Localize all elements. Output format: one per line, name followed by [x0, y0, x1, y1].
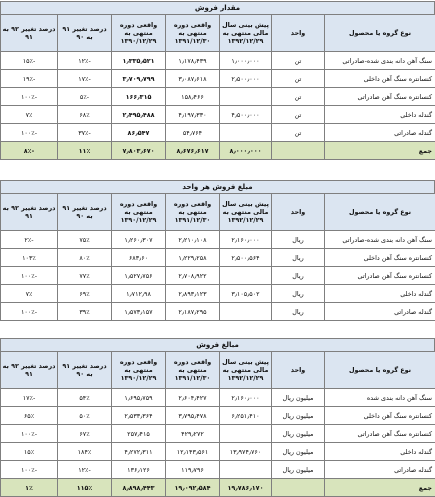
cell-unit: میلیون ریال [272, 407, 325, 425]
cell-actual-90: ۲٫۵۳۳٫۳۶۴ [112, 407, 166, 425]
cell-change-92-91: -۱۰۰٪ [1, 88, 58, 106]
cell-change-91-90: ۱۸۴٪ [58, 443, 112, 461]
cell-unit: تن [272, 106, 325, 124]
cell-change-91-90: ۵۰٪ [58, 407, 112, 425]
cell-unit: ریال [272, 285, 325, 303]
table-row [1, 52, 435, 70]
cell-actual-91: ۱۱۹٫۷۹۶ [166, 461, 220, 479]
header-row [1, 15, 435, 52]
cell-product: گندله صادراتی [325, 461, 435, 479]
cell-unit: میلیون ریال [272, 425, 325, 443]
col-forecast-92: پیش بینی سال مالی منتهی به ۱۳۹۲/۱۲/۲۹ [220, 194, 272, 231]
table-row [1, 303, 435, 321]
cell-product: کنسانتره سنگ آهن داخلی [325, 407, 435, 425]
table-row [1, 106, 435, 124]
cell-forecast [220, 88, 272, 106]
cell-product: گندله داخلی [325, 443, 435, 461]
table-row [1, 407, 435, 425]
cell-forecast: ۴٫۵۰۰٫۰۰۰ [220, 106, 272, 124]
cell-change-92-91: -۱۰۰٪ [1, 303, 58, 321]
cell-change-91-90: ۷۵٪ [58, 231, 112, 249]
cell-change-92-91: ۱٪ [1, 479, 58, 497]
cell-unit: میلیون ریال [272, 461, 325, 479]
cell-unit: تن [272, 52, 325, 70]
cell-change-91-90: ۵۴٪ [58, 389, 112, 407]
table-row [1, 70, 435, 88]
cell-change-91-90: ۶۸٪ [58, 106, 112, 124]
cell-actual-90: ۱٫۷۱۲٫۹۸ [112, 285, 166, 303]
cell-forecast: ۸٫۰۰۰٫۰۰۰ [220, 142, 272, 160]
cell-product: سنگ آهن دانه بندی شده-صادراتی [325, 52, 435, 70]
cell-forecast [220, 124, 272, 142]
col-product: نوع گروه یا محصول [325, 15, 435, 52]
cell-change-92-91: -۱۹٪ [1, 70, 58, 88]
cell-actual-90: ۶۸۳٫۶۰ [112, 249, 166, 267]
table-row [1, 231, 435, 249]
col-actual-90: واقعی دوره منتهی به ۱۳۹۰/۱۲/۲۹ [112, 15, 166, 52]
cell-change-91-90: ۶۹٪ [58, 285, 112, 303]
cell-unit: ریال [272, 249, 325, 267]
cell-actual-91: ۱٫۱۷۸٫۴۳۹ [166, 52, 220, 70]
cell-actual-91: ۲٫۶۰۴٫۴۲۷ [166, 389, 220, 407]
cell-unit: ریال [272, 267, 325, 285]
cell-actual-91: ۱۲٫۱۴۳٫۵۶۱ [166, 443, 220, 461]
cell-actual-90: ۷٫۸۰۳٫۶۷۰ [112, 142, 166, 160]
cell-change-91-90: ۱۱۵٪ [58, 479, 112, 497]
col-unit: واحد [272, 194, 325, 231]
section-sales-quantity [0, 1, 435, 160]
cell-change-91-90: -۱۷٪ [58, 70, 112, 88]
cell-change-91-90: -۱۲٪ [58, 461, 112, 479]
cell-forecast [220, 267, 272, 285]
cell-actual-90: ۲٫۴۹۵٫۴۸۸ [112, 106, 166, 124]
cell-change-92-91: -۱۰۰٪ [1, 267, 58, 285]
col-change-91-90: درصد تغییر ۹۱ به ۹۰ [58, 352, 112, 389]
cell-product: سنگ آهن دانه بندی شده-صادراتی [325, 231, 435, 249]
cell-forecast: ۱۳٫۹۷۴٫۷۶۰ [220, 443, 272, 461]
table-row [1, 389, 435, 407]
cell-actual-90: ۱٫۶۹۵٫۷۵۹ [112, 389, 166, 407]
cell-actual-91: ۴۲۹٫۲۷۲ [166, 425, 220, 443]
cell-product: گندله صادراتی [325, 124, 435, 142]
cell-product: کنسانتره سنگ آهن صادراتی [325, 88, 435, 106]
cell-actual-91: ۲٫۷۰۸٫۹۲۲ [166, 267, 220, 285]
cell-product: گندله داخلی [325, 285, 435, 303]
col-forecast-92: پیش بینی سال مالی منتهی به ۱۳۹۲/۱۲/۲۹ [220, 352, 272, 389]
section-sales-amount [0, 338, 435, 497]
header-row [1, 194, 435, 231]
cell-change-91-90: -۱۲٪ [58, 52, 112, 70]
cell-change-92-91: -۲٪ [1, 231, 58, 249]
cell-unit: تن [272, 124, 325, 142]
table-row [1, 267, 435, 285]
sales-amount-table [0, 351, 435, 497]
col-forecast-92: پیش بینی سال مالی منتهی به ۱۳۹۲/۱۲/۲۹ [220, 15, 272, 52]
cell-change-92-91: ۱۵٪ [1, 443, 58, 461]
col-change-92-91: درصد تغییر ۹۲ به ۹۱ [1, 15, 58, 52]
cell-actual-91: ۴٫۱۹۷٫۳۳۰ [166, 106, 220, 124]
table-row [1, 285, 435, 303]
cell-change-92-91: -۱۷٪ [1, 389, 58, 407]
cell-actual-91: ۲٫۱۸۷٫۲۹۵ [166, 303, 220, 321]
cell-change-91-90: ۷۷٪ [58, 267, 112, 285]
cell-actual-90: ۳٫۷۰۹٫۷۹۹ [112, 70, 166, 88]
cell-actual-91: ۲٫۸۹۳٫۱۲۳ [166, 285, 220, 303]
cell-actual-90: ۱٫۵۷۳٫۱۵۷ [112, 303, 166, 321]
cell-change-92-91: ۱۰۳٪ [1, 249, 58, 267]
table-row [1, 124, 435, 142]
cell-change-92-91: -۱۰۰٪ [1, 124, 58, 142]
cell-actual-90: ۱۶۶٫۳۱۵ [112, 88, 166, 106]
section-title: مقدار فروش [0, 1, 435, 14]
cell-product: سنگ آهن دانه بندی شده [325, 389, 435, 407]
cell-forecast [220, 425, 272, 443]
col-actual-91: واقعی دوره منتهی به ۱۳۹۱/۱۲/۳۰ [166, 352, 220, 389]
cell-actual-90: ۸٫۸۹۸٫۴۴۳ [112, 479, 166, 497]
total-row [1, 479, 435, 497]
cell-actual-91: ۸٫۶۷۶٫۶۱۷ [166, 142, 220, 160]
col-unit: واحد [272, 352, 325, 389]
cell-change-91-90: ۶۷٪ [58, 425, 112, 443]
cell-actual-91: ۳٫۰۸۷٫۶۱۸ [166, 70, 220, 88]
col-change-92-91: درصد تغییر ۹۲ به ۹۱ [1, 194, 58, 231]
cell-product: گندله صادراتی [325, 303, 435, 321]
cell-actual-90: ۱٫۵۲۷٫۷۵۶ [112, 267, 166, 285]
col-change-91-90: درصد تغییر ۹۱ به ۹۰ [58, 194, 112, 231]
col-unit: واحد [272, 15, 325, 52]
section-title: مبالغ فروش [0, 338, 435, 351]
cell-product: کنسانتره سنگ آهن داخلی [325, 249, 435, 267]
cell-actual-90: ۸۶٫۵۴۷ [112, 124, 166, 142]
cell-product: کنسانتره سنگ آهن صادراتی [325, 425, 435, 443]
cell-unit: میلیون ریال [272, 389, 325, 407]
unit-price-table [0, 193, 435, 321]
cell-forecast: ۲٫۱۶۰٫۰۰۰ [220, 389, 272, 407]
col-actual-90: واقعی دوره منتهی به ۱۳۹۰/۱۲/۲۹ [112, 194, 166, 231]
col-actual-91: واقعی دوره منتهی به ۱۳۹۱/۱۲/۳۰ [166, 15, 220, 52]
cell-change-92-91: ۷٪ [1, 106, 58, 124]
cell-actual-91: ۵۴٫۷۶۴ [166, 124, 220, 142]
cell-actual-90: ۲۵۷٫۴۱۵ [112, 425, 166, 443]
cell-forecast [220, 461, 272, 479]
cell-forecast [220, 303, 272, 321]
header-row [1, 352, 435, 389]
cell-forecast: ۱۹٫۷۸۶٫۱۷۰ [220, 479, 272, 497]
cell-product: کنسانتره سنگ آهن صادراتی [325, 267, 435, 285]
cell-actual-91: ۱٫۲۲۹٫۲۵۸ [166, 249, 220, 267]
cell-unit: ریال [272, 231, 325, 249]
cell-change-91-90: -۳۷٪ [58, 124, 112, 142]
cell-unit [272, 142, 325, 160]
cell-total-label: جمع [325, 142, 435, 160]
cell-actual-90: ۱٫۳۳۵٫۵۲۱ [112, 52, 166, 70]
total-row [1, 142, 435, 160]
cell-actual-91: ۳٫۷۹۵٫۴۷۸ [166, 407, 220, 425]
cell-actual-91: ۲٫۲۱۰٫۱۰۸ [166, 231, 220, 249]
cell-change-91-90: ۱۱٪ [58, 142, 112, 160]
col-product: نوع گروه یا محصول [325, 352, 435, 389]
cell-unit: ریال [272, 303, 325, 321]
cell-change-92-91: ۷٪ [1, 285, 58, 303]
cell-change-92-91: -۱۰۰٪ [1, 425, 58, 443]
section-unit-price [0, 180, 435, 321]
cell-unit: تن [272, 70, 325, 88]
col-actual-91: واقعی دوره منتهی به ۱۳۹۱/۱۲/۳۰ [166, 194, 220, 231]
cell-change-92-91: -۸٪ [1, 142, 58, 160]
cell-change-92-91: ۶۵٪ [1, 407, 58, 425]
sales-quantity-table [0, 14, 435, 160]
col-change-92-91: درصد تغییر ۹۲ به ۹۱ [1, 352, 58, 389]
cell-unit [272, 479, 325, 497]
col-actual-90: واقعی دوره منتهی به ۱۳۹۰/۱۲/۲۹ [112, 352, 166, 389]
cell-forecast: ۲٫۵۰۰٫۰۰۰ [220, 70, 272, 88]
section-title: مبلغ فروش هر واحد [0, 180, 435, 193]
cell-unit: میلیون ریال [272, 443, 325, 461]
cell-actual-90: ۱۳۶٫۱۲۶ [112, 461, 166, 479]
cell-actual-90: ۴٫۲۷۲٫۳۱۱ [112, 443, 166, 461]
table-row [1, 425, 435, 443]
cell-change-91-90: -۵٪ [58, 88, 112, 106]
cell-forecast: ۶٫۲۵۱٫۴۱۰ [220, 407, 272, 425]
cell-change-92-91: -۱۰۰٪ [1, 461, 58, 479]
table-row [1, 249, 435, 267]
cell-forecast: ۱٫۰۰۰٫۰۰۰ [220, 52, 272, 70]
cell-total-label: جمع [325, 479, 435, 497]
cell-actual-91: ۱۹٫۰۹۲٫۵۸۴ [166, 479, 220, 497]
cell-change-91-90: ۸۰٪ [58, 249, 112, 267]
cell-product: کنسانتره سنگ آهن داخلی [325, 70, 435, 88]
cell-product: گندله داخلی [325, 106, 435, 124]
cell-forecast: ۲٫۵۰۰٫۵۶۴ [220, 249, 272, 267]
col-product: نوع گروه یا محصول [325, 194, 435, 231]
table-row [1, 443, 435, 461]
cell-forecast: ۲٫۱۶۰٫۰۰۰ [220, 231, 272, 249]
cell-change-92-91: -۱۵٪ [1, 52, 58, 70]
cell-unit: تن [272, 88, 325, 106]
table-row [1, 461, 435, 479]
col-change-91-90: درصد تغییر ۹۱ به ۹۰ [58, 15, 112, 52]
cell-change-91-90: ۳۹٪ [58, 303, 112, 321]
cell-actual-90: ۱٫۲۶۰٫۳۰۷ [112, 231, 166, 249]
cell-actual-91: ۱۵۸٫۴۶۶ [166, 88, 220, 106]
table-row [1, 88, 435, 106]
cell-forecast: ۳٫۱۰۵٫۵۰۲ [220, 285, 272, 303]
